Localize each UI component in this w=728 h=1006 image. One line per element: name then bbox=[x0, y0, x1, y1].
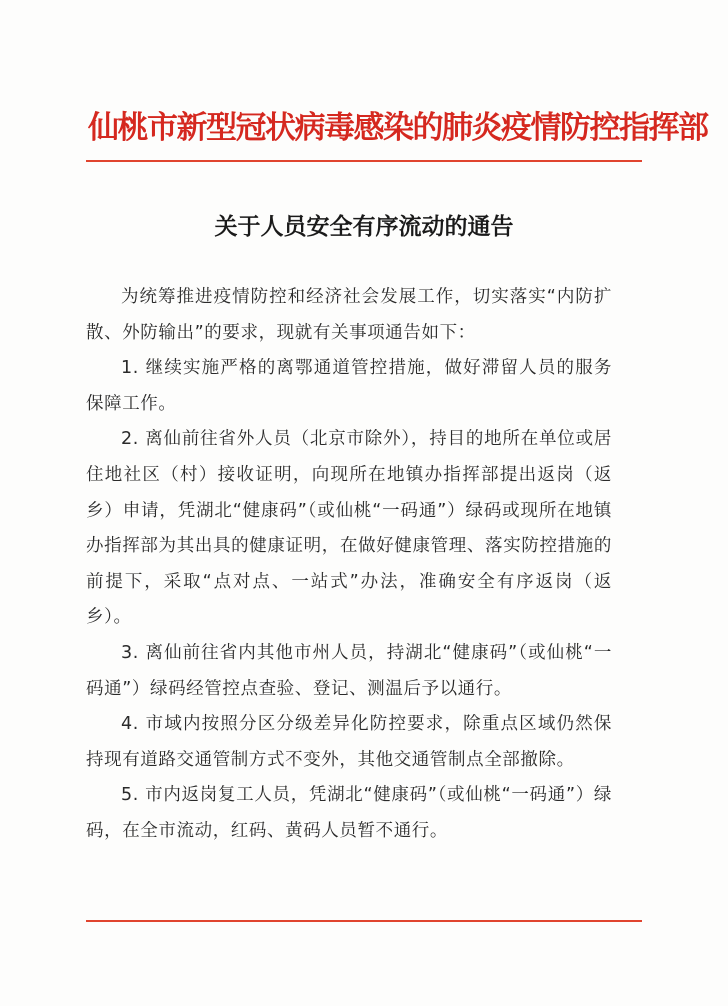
notice-item-4: 4. 市域内按照分区分级差异化防控要求，除重点区域仍然保持现有道路交通管制方式不变外，其他交通管制点全部撤除。 bbox=[86, 714, 612, 770]
notice-body bbox=[86, 280, 612, 850]
notice-item-1: 1. 继续实施严格的离鄂通道管控措施，做好滞留人员的服务保障工作。 bbox=[86, 358, 612, 414]
notice-item-5: 5. 市内返岗复工人员，凭湖北“健康码”（或仙桃“一码通”）绿码，在全市流动，红码、黄码人员暂不通行。 bbox=[86, 785, 612, 841]
organization-header: 仙桃市新型冠状病毒感染的肺炎疫情防控指挥部 bbox=[88, 110, 708, 146]
header-divider bbox=[86, 160, 642, 162]
notice-title: 关于人员安全有序流动的通告 bbox=[214, 213, 514, 240]
footer-divider bbox=[86, 920, 642, 922]
notice-intro-paragraph: 为统筹推进疫情防控和经济社会发展工作，切实落实“内防扩散、外防输出”的要求，现就有关事项通告如下： bbox=[86, 287, 612, 343]
notice-item-3: 3. 离仙前往省内其他市州人员，持湖北“健康码”（或仙桃“一码通”）绿码经管控点查验、登记、测温后予以通行。 bbox=[86, 642, 612, 699]
notice-item-2: 2. 离仙前往省外人员（北京市除外），持目的地所在单位或居住地社区（村）接收证明，向现所在地镇办指挥部提出返岗（返乡）申请，凭湖北“健康码”（或仙桃“一码通”）绿码或现所在地镇办指挥部为其出具的健康证明，在做好健康管理、落实防控措施的前提下，采取“点对点、一站式”办法，准确安全有序返岗（返乡）。 bbox=[86, 429, 612, 628]
